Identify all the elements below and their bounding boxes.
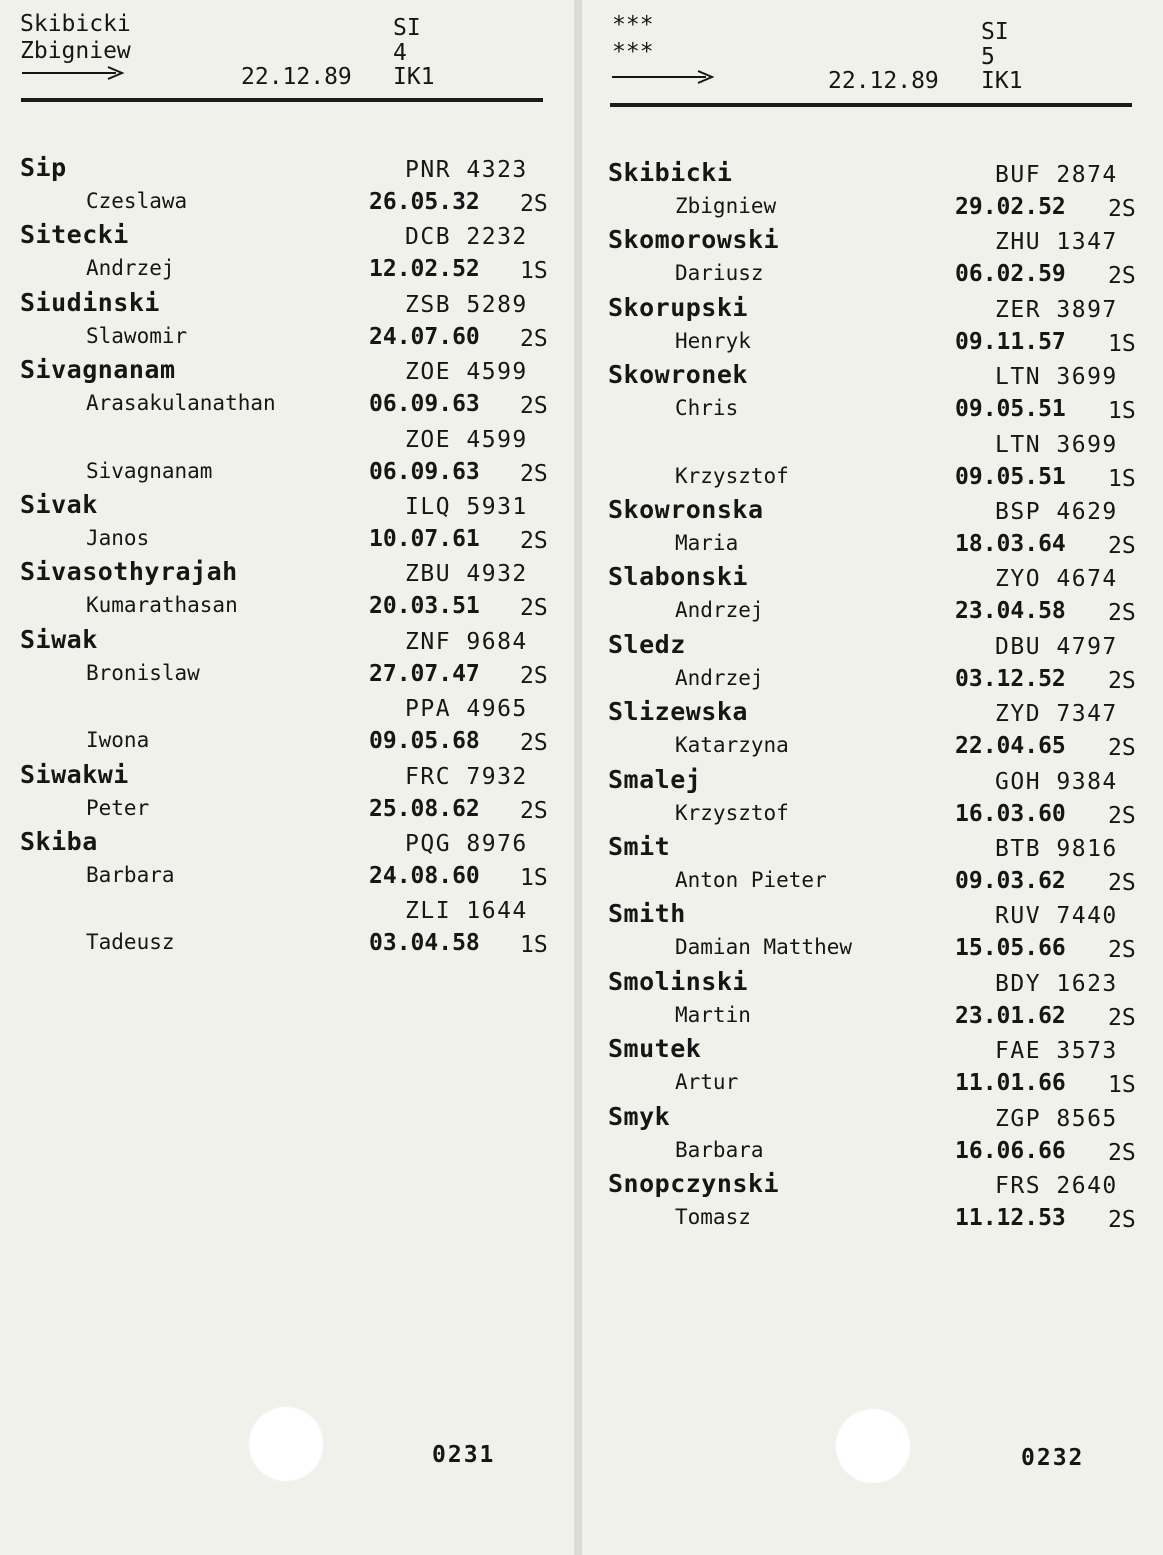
entry-date: 10.07.61 <box>369 526 480 552</box>
entry-class: 2S <box>520 460 548 487</box>
header-rule <box>610 103 1132 107</box>
entry-given-name: Krzysztof <box>675 463 789 488</box>
entry-class: 2S <box>1108 802 1136 829</box>
entry-surname: Skiba <box>20 827 98 856</box>
entry-class: 2S <box>1108 600 1136 627</box>
entry-code: ZNF 9684 <box>405 628 528 655</box>
header-date: 22.12.89 <box>241 64 352 90</box>
entry-code: BTB 9816 <box>995 836 1118 862</box>
entry-date: 03.12.52 <box>955 665 1066 692</box>
entry-given-name: Kumarathasan <box>86 593 238 618</box>
entry-surname: Smith <box>608 899 686 929</box>
entry-surname: Skowronska <box>608 495 764 524</box>
entry-code: ZYD 7347 <box>995 701 1118 728</box>
entry-date: 06.09.63 <box>369 391 480 418</box>
entry-given-name: Andrzej <box>675 665 764 690</box>
entry-date: 09.11.57 <box>955 328 1066 355</box>
header-code-line3: IK1 <box>393 64 435 90</box>
entry-surname: Smalej <box>608 764 702 794</box>
entry-class: 2S <box>1108 263 1136 290</box>
entry-code: ZOE 4599 <box>405 359 528 386</box>
entry-given-name: Anton Pieter <box>675 868 827 892</box>
entry-date: 12.02.52 <box>369 256 480 283</box>
entry-class: 1S <box>520 865 548 891</box>
entry-code: PPA 4965 <box>405 696 528 723</box>
header-name-line2: Zbigniew <box>20 38 131 64</box>
entry-class: 2S <box>520 797 548 824</box>
entry-surname: Snopczynski <box>608 1169 780 1198</box>
entry-surname: Sitecki <box>20 220 129 250</box>
entry-class: 1S <box>520 932 548 959</box>
entry-class: 2S <box>520 191 548 217</box>
punch-hole <box>835 1408 911 1484</box>
arrow-right-icon <box>22 65 126 81</box>
header-name-line1: *** <box>612 12 654 38</box>
entry-given-name: Czeslawa <box>86 189 188 213</box>
entry-given-name: Damian Matthew <box>675 935 853 960</box>
entry-class: 2S <box>520 393 548 420</box>
entry-code: PQG 8976 <box>405 831 528 857</box>
entry-date: 09.05.51 <box>955 396 1066 423</box>
entry-given-name: Chris <box>675 396 739 421</box>
entry-given-name: Slawomir <box>86 323 188 348</box>
entry-class: 2S <box>520 595 548 622</box>
entry-date: 11.12.53 <box>955 1205 1066 1231</box>
entry-code: ILQ 5931 <box>405 494 528 520</box>
page-number: 0231 <box>432 1442 496 1468</box>
entry-date: 24.07.60 <box>369 323 480 350</box>
entry-code: ZOE 4599 <box>405 426 528 453</box>
entry-code: LTN 3699 <box>995 364 1118 391</box>
page-number: 0232 <box>1021 1445 1085 1471</box>
entry-class: 2S <box>520 528 548 554</box>
entry-given-name: Andrzej <box>86 256 175 281</box>
entry-date: 27.07.47 <box>369 660 480 687</box>
entry-class: 2S <box>1108 667 1136 694</box>
punch-hole <box>248 1406 324 1482</box>
entry-given-name: Maria <box>675 531 739 555</box>
entry-class: 2S <box>1108 196 1136 222</box>
entry-given-name: Henryk <box>675 328 751 353</box>
header-code-line1: SI <box>393 15 421 41</box>
entry-given-name: Bronislaw <box>86 660 200 685</box>
entry-surname: Smolinski <box>608 966 748 996</box>
entry-date: 20.03.51 <box>369 593 480 620</box>
entry-date: 15.05.66 <box>955 935 1066 962</box>
entry-date: 06.02.59 <box>955 261 1066 288</box>
header-name-line2: *** <box>612 39 654 65</box>
entry-code: ZLI 1644 <box>405 898 528 925</box>
entry-given-name: Peter <box>86 795 150 820</box>
entry-given-name: Krzysztof <box>675 800 789 825</box>
entry-class: 2S <box>520 730 548 757</box>
header-code-line1: SI <box>981 19 1009 45</box>
header-date: 22.12.89 <box>828 68 939 94</box>
entry-surname: Sivak <box>20 490 98 519</box>
entry-surname: Skibicki <box>608 158 733 187</box>
entry-class: 2S <box>1108 533 1136 559</box>
entry-surname: Skorupski <box>608 292 748 322</box>
entry-surname: Smyk <box>608 1101 671 1131</box>
entry-code: BUF 2874 <box>995 162 1118 188</box>
entry-surname: Skomorowski <box>608 225 780 255</box>
entry-class: 2S <box>1108 1139 1136 1166</box>
entry-class: 2S <box>1108 870 1136 896</box>
entry-surname: Sip <box>20 153 67 182</box>
entry-code: BDY 1623 <box>995 970 1118 997</box>
entry-code: RUV 7440 <box>995 903 1118 930</box>
entry-date: 29.02.52 <box>955 194 1066 220</box>
entry-class: 1S <box>1108 465 1136 492</box>
entry-date: 22.04.65 <box>955 733 1066 760</box>
entry-date: 16.06.66 <box>955 1137 1066 1164</box>
entry-class: 2S <box>1108 1004 1136 1031</box>
entry-given-name: Martin <box>675 1002 751 1027</box>
entry-class: 1S <box>1108 398 1136 425</box>
entry-code: FRC 7932 <box>405 763 528 790</box>
entry-code: BSP 4629 <box>995 499 1118 525</box>
entry-surname: Slizewska <box>608 697 748 727</box>
entry-given-name: Andrzej <box>675 598 764 623</box>
entry-given-name: Iwona <box>86 728 150 753</box>
header-name-line1: Skibicki <box>20 11 131 37</box>
entry-date: 09.05.51 <box>955 463 1066 490</box>
entry-code: ZGP 8565 <box>995 1105 1118 1132</box>
entry-given-name: Barbara <box>86 863 175 887</box>
entry-given-name: Tadeusz <box>86 930 175 955</box>
entry-date: 11.01.66 <box>955 1070 1066 1097</box>
entry-code: ZBU 4932 <box>405 561 528 588</box>
header-code-line2: 4 <box>393 40 407 66</box>
entry-code: PNR 4323 <box>405 157 528 183</box>
entry-surname: Skowronek <box>608 360 748 390</box>
entry-class: 1S <box>1108 330 1136 357</box>
entry-date: 03.04.58 <box>369 930 480 957</box>
entry-surname: Smit <box>608 832 671 861</box>
entry-surname: Siwakwi <box>20 759 129 789</box>
entry-date: 24.08.60 <box>369 863 480 889</box>
entry-code: DCB 2232 <box>405 224 528 251</box>
entry-surname: Siwak <box>20 624 98 654</box>
entry-class: 2S <box>520 325 548 352</box>
entry-given-name: Artur <box>675 1070 739 1095</box>
entry-code: FRS 2640 <box>995 1173 1118 1199</box>
entry-surname: Siudinski <box>20 287 160 317</box>
entry-date: 26.05.32 <box>369 189 480 215</box>
header-rule <box>21 98 543 102</box>
list-page-right <box>582 0 1163 1555</box>
entry-code: LTN 3699 <box>995 431 1118 458</box>
entry-class: 2S <box>1108 937 1136 964</box>
entry-date: 09.05.68 <box>369 728 480 755</box>
entry-code: ZHU 1347 <box>995 229 1118 256</box>
entry-code: DBU 4797 <box>995 633 1118 660</box>
entry-date: 23.04.58 <box>955 598 1066 625</box>
entry-given-name: Dariusz <box>675 261 764 286</box>
entry-date: 09.03.62 <box>955 868 1066 894</box>
entry-code: GOH 9384 <box>995 768 1118 795</box>
arrow-right-icon <box>612 69 716 85</box>
entry-given-name: Arasakulanathan <box>86 391 276 416</box>
page-gutter <box>574 0 582 1555</box>
entry-surname: Smutek <box>608 1034 702 1064</box>
entry-date: 18.03.64 <box>955 531 1066 557</box>
list-page-left <box>0 0 574 1555</box>
entry-class: 1S <box>1108 1072 1136 1099</box>
entry-given-name: Katarzyna <box>675 733 789 758</box>
entry-date: 16.03.60 <box>955 800 1066 827</box>
entry-given-name: Barbara <box>675 1137 764 1162</box>
entry-date: 25.08.62 <box>369 795 480 822</box>
entry-class: 1S <box>520 258 548 285</box>
entry-surname: Sivasothyrajah <box>20 557 238 587</box>
entry-date: 23.01.62 <box>955 1002 1066 1029</box>
entry-class: 2S <box>1108 1207 1136 1233</box>
entry-code: ZER 3897 <box>995 296 1118 323</box>
entry-given-name: Tomasz <box>675 1205 751 1229</box>
entry-surname: Slabonski <box>608 562 748 592</box>
entry-class: 2S <box>1108 735 1136 762</box>
header-code-line2: 5 <box>981 44 995 70</box>
entry-code: FAE 3573 <box>995 1038 1118 1065</box>
entry-surname: Sivagnanam <box>20 355 176 385</box>
header-code-line3: IK1 <box>981 68 1023 94</box>
entry-code: ZSB 5289 <box>405 291 528 318</box>
entry-given-name: Zbigniew <box>675 194 777 218</box>
entry-class: 2S <box>520 662 548 689</box>
entry-surname: Sledz <box>608 629 686 659</box>
entry-code: ZYO 4674 <box>995 566 1118 593</box>
entry-given-name: Janos <box>86 526 150 550</box>
entry-date: 06.09.63 <box>369 458 480 485</box>
entry-given-name: Sivagnanam <box>86 458 213 483</box>
